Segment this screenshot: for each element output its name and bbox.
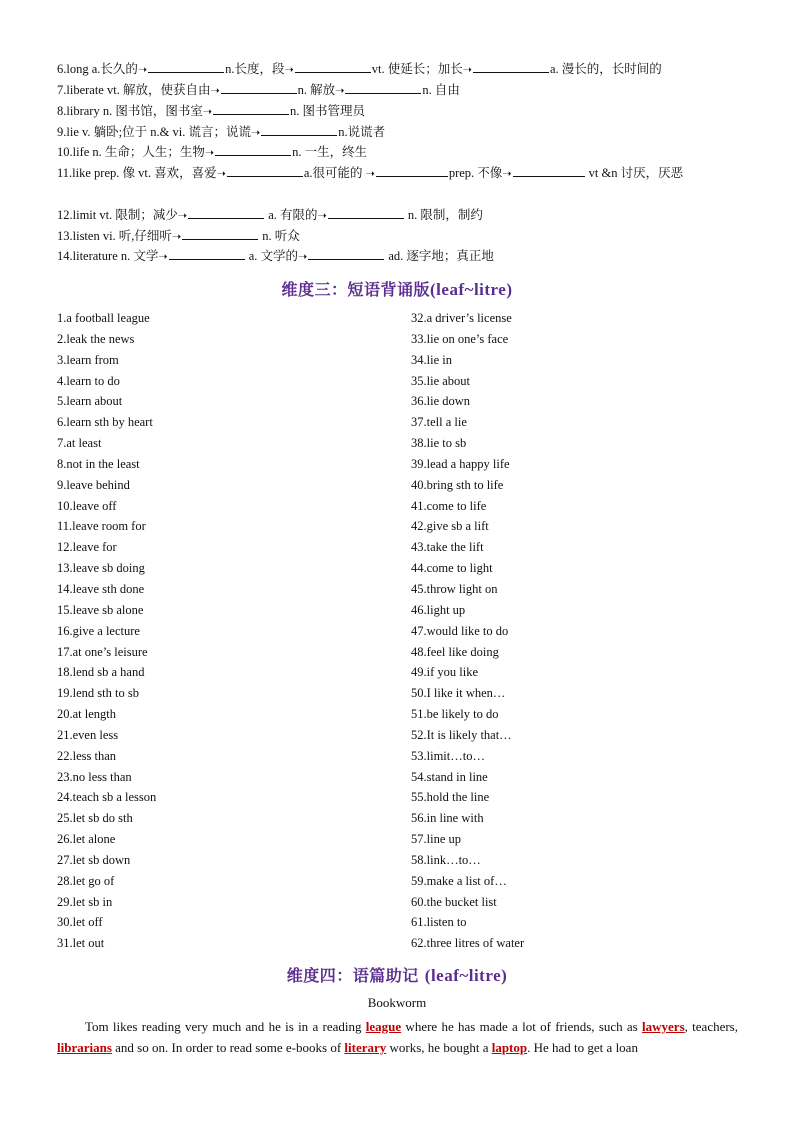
phrase-list-left [57, 310, 156, 956]
vocab-text: ad. 逐字地；真正地 [388, 249, 494, 263]
phrase-item: 42.give sb a lift [411, 519, 489, 534]
phrase-item: 13.leave sb doing [57, 561, 145, 576]
arrow-right-icon: ➝ [210, 84, 220, 97]
phrase-item: 30.let off [57, 915, 103, 930]
vocab-text: 7.liberate vt. 解放，使获自由 [57, 83, 211, 97]
phrase-item: 39.lead a happy life [411, 456, 510, 471]
vocab-text: 12.limit vt. 限制；减少 [57, 208, 178, 222]
vocab-text: vt. 使延长；加长 [371, 62, 463, 76]
answer-blank[interactable] [295, 60, 371, 73]
phrase-item: 3.learn from [57, 352, 119, 367]
phrase-item: 50.I like it when… [411, 686, 506, 701]
vocab-text: 8.library n. 图书馆，图书室 [57, 104, 203, 118]
phrase-item: 26.let alone [57, 832, 116, 847]
phrase-item: 44.come to light [411, 561, 493, 576]
vocab-text: a.很可能的 [303, 166, 363, 180]
section-3-range: (leaf~litre) [430, 280, 513, 299]
arrow-right-icon: ➝ [158, 250, 168, 263]
phrase-item: 21.even less [57, 727, 119, 742]
phrase-item: 14.leave sth done [57, 581, 145, 596]
phrase-item: 56.in line with [411, 811, 484, 826]
phrase-item: 20.at length [57, 707, 117, 722]
arrow-right-icon: ➝ [216, 167, 226, 180]
keyword: laptop [491, 1040, 528, 1055]
phrase-item: 37.tell a lie [411, 415, 467, 430]
answer-blank[interactable] [308, 247, 384, 260]
vocab-line-7 [57, 81, 747, 99]
story-paragraph [57, 1016, 738, 1058]
phrase-item: 17.at one’s leisure [57, 644, 148, 659]
phrase-item: 59.make a list of… [411, 873, 507, 888]
answer-blank[interactable] [215, 143, 291, 156]
arrow-right-icon: ➝ [137, 63, 148, 76]
arrow-right-icon: ➝ [365, 167, 375, 180]
phrase-item: 18.lend sb a hand [57, 665, 145, 680]
phrase-item: 1.a football league [57, 311, 150, 325]
phrase-item: 25.let sb do sth [57, 811, 133, 826]
vocab-text: a. 漫长的，长时间的 [549, 62, 662, 76]
phrase-item: 61.listen to [411, 915, 467, 930]
vocab-line-6 [57, 60, 747, 78]
vocab-text: prep. 不像 [448, 166, 503, 180]
story-text: works, he bought a [386, 1040, 492, 1055]
phrase-item: 55.hold the line [411, 790, 490, 805]
answer-blank[interactable] [261, 123, 337, 136]
vocab-text: vt &n 讨厌，厌恶 [588, 166, 684, 180]
keyword: literary [344, 1040, 387, 1055]
story-text: and so on. In order to read some e-books of [111, 1040, 345, 1055]
answer-blank[interactable] [513, 164, 585, 177]
phrase-item: 34.lie in [411, 352, 452, 367]
vocab-line-13 [57, 227, 747, 245]
vocab-text: 6.long a.长久的 [57, 62, 138, 76]
arrow-right-icon: ➝ [284, 63, 294, 76]
section-3-title: 维度三：短语背诵版 [281, 280, 431, 299]
vocab-text: 11.like prep. 像 vt. 喜欢，喜爱 [57, 166, 217, 180]
phrase-item: 40.bring sth to life [411, 477, 504, 492]
phrase-item: 28.let go of [57, 873, 115, 888]
answer-blank[interactable] [227, 164, 303, 177]
answer-blank[interactable] [376, 164, 448, 177]
vocab-text: n. 听众 [262, 229, 300, 243]
phrase-list-right [411, 310, 524, 956]
vocab-text: 10.life n. 生命；人生；生物 [57, 145, 205, 159]
vocab-text: 13.listen vi. 听,仔细听 [57, 229, 172, 243]
phrase-item: 27.let sb down [57, 852, 131, 867]
phrase-item: 48.feel like doing [411, 644, 499, 659]
phrase-item: 45.throw light on [411, 581, 498, 596]
phrase-item: 49.if you like [411, 665, 479, 680]
arrow-right-icon: ➝ [317, 209, 327, 222]
arrow-right-icon: ➝ [204, 146, 215, 159]
arrow-right-icon: ➝ [177, 209, 188, 222]
story-title: Bookworm [367, 995, 427, 1010]
phrase-item: 62.three litres of water [411, 936, 525, 951]
story-text: , teachers, [684, 1019, 738, 1034]
phrase-item: 15.leave sb alone [57, 602, 144, 617]
phrase-item: 36.lie down [411, 394, 471, 409]
section-4-title: 维度四：语篇助记 [286, 966, 419, 985]
phrase-item: 51.be likely to do [411, 707, 499, 722]
keyword: league [365, 1019, 402, 1034]
arrow-right-icon: ➝ [171, 230, 182, 243]
phrase-item: 38.lie to sb [411, 436, 467, 451]
answer-blank[interactable] [221, 81, 297, 94]
answer-blank[interactable] [213, 102, 289, 115]
arrow-right-icon: ➝ [250, 126, 261, 139]
vocab-line-12 [57, 206, 747, 224]
vocab-line-11 [57, 164, 747, 182]
vocab-text: n.长度，段 [225, 62, 285, 76]
arrow-right-icon: ➝ [335, 84, 345, 97]
keyword: lawyers [642, 1019, 685, 1034]
answer-blank[interactable] [345, 81, 421, 94]
phrase-item: 8.not in the least [57, 456, 140, 471]
phrase-item: 31.let out [57, 936, 105, 951]
arrow-right-icon: ➝ [462, 63, 472, 76]
arrow-right-icon: ➝ [298, 250, 308, 263]
vocab-text: n. 一生，终生 [292, 145, 368, 159]
vocab-text: n.说谎者 [338, 125, 386, 139]
phrase-item: 29.let sb in [57, 894, 113, 909]
answer-blank[interactable] [473, 60, 549, 73]
phrase-item: 16.give a lecture [57, 623, 140, 638]
phrase-item: 9.leave behind [57, 477, 130, 492]
answer-blank[interactable] [182, 227, 258, 240]
vocab-text: 14.literature n. 文学 [57, 249, 159, 263]
phrase-item: 10.leave off [57, 498, 117, 513]
phrase-item: 57.line up [411, 832, 461, 847]
phrase-item: 2.leak the news [57, 331, 135, 346]
section-4-heading [0, 963, 794, 986]
phrase-item: 46.light up [411, 602, 466, 617]
phrase-item: 53.limit…to… [411, 748, 485, 763]
vocab-line-8 [57, 102, 747, 120]
phrase-item: 41.come to life [411, 498, 487, 513]
vocab-line-10 [57, 143, 747, 161]
answer-blank[interactable] [328, 206, 404, 219]
phrase-item: 5.learn about [57, 394, 123, 409]
section-4-range: (leaf~litre) [424, 966, 508, 985]
phrase-item: 19.lend sth to sb [57, 686, 139, 701]
story-text: . He had to get a loan [527, 1040, 638, 1055]
vocab-text: 9.lie v. 躺卧;位于 n.& vi. 谎言；说谎 [57, 125, 251, 139]
answer-blank[interactable] [188, 206, 264, 219]
answer-blank[interactable] [148, 60, 224, 73]
phrase-item: 60.the bucket list [411, 894, 497, 909]
vocab-text: n. 限制，制约 [407, 208, 483, 222]
phrase-item: 54.stand in line [411, 769, 488, 784]
vocab-text: a. 有限的 [268, 208, 318, 222]
story-text: Tom likes reading very much and he is in a reading [85, 1019, 366, 1034]
phrase-item: 58.link…to… [411, 852, 481, 867]
phrase-item: 47.would like to do [411, 623, 509, 638]
section-3-heading [0, 277, 794, 300]
phrase-item: 35.lie about [411, 373, 471, 388]
keyword: librarians [57, 1040, 112, 1055]
phrase-item: 22.less than [57, 748, 117, 763]
phrase-item: 52.It is likely that… [411, 727, 512, 742]
vocab-text: n. 自由 [422, 83, 460, 97]
phrase-item: 24.teach sb a lesson [57, 790, 157, 805]
vocab-text: n. 图书管理员 [290, 104, 366, 118]
story-text: where he has made a lot of friends, such as [401, 1019, 643, 1034]
vocab-text: n. 解放 [297, 83, 336, 97]
phrase-item: 7.at least [57, 436, 102, 451]
answer-blank[interactable] [169, 247, 245, 260]
vocab-line-14 [57, 247, 747, 265]
arrow-right-icon: ➝ [502, 167, 512, 180]
vocab-line-9 [57, 123, 747, 141]
phrase-item: 33.lie on one’s face [411, 331, 509, 346]
phrase-item: 4.learn to do [57, 373, 120, 388]
phrase-item: 6.learn sth by heart [57, 415, 153, 430]
phrase-item: 11.leave room for [57, 519, 146, 534]
phrase-item: 23.no less than [57, 769, 132, 784]
phrase-item: 43.take the lift [411, 540, 484, 555]
arrow-right-icon: ➝ [202, 105, 213, 118]
phrase-item: 32.a driver’s license [411, 311, 512, 325]
phrase-item: 12.leave for [57, 540, 117, 555]
vocab-text: a. 文学的 [248, 249, 299, 263]
